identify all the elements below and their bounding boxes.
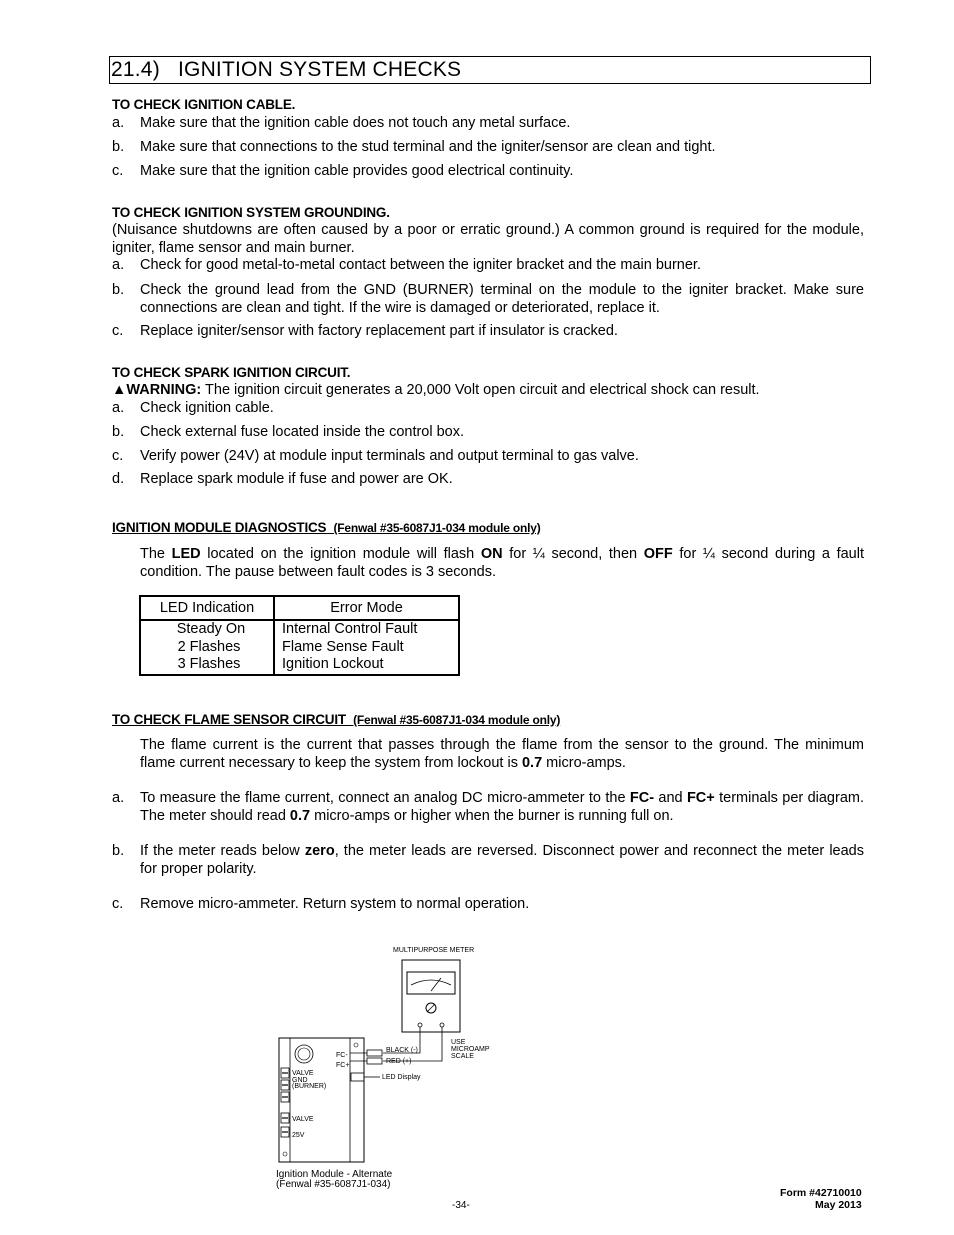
meter-body bbox=[402, 960, 460, 1032]
connector-fc-minus bbox=[367, 1050, 382, 1056]
item-label: c. bbox=[112, 323, 124, 339]
cable-heading: TO CHECK IGNITION CABLE. bbox=[112, 97, 296, 112]
p-led: LED bbox=[171, 546, 201, 562]
p-text: , the meter leads are reversed. Disconnect power and reconnect the meter leads for proper polarity. bbox=[140, 843, 864, 877]
item-label: b. bbox=[112, 424, 125, 440]
page-number: -34- bbox=[452, 1200, 470, 1211]
flame-heading-text: TO CHECK FLAME SENSOR CIRCUIT bbox=[112, 712, 346, 727]
p-text: and bbox=[654, 790, 687, 806]
p-text: The bbox=[140, 546, 172, 562]
v25-label: 25V bbox=[292, 1132, 305, 1139]
warning-label: ▲WARNING: bbox=[112, 382, 202, 398]
p-text: The flame current is the current that passes through the flame from the sensor to the ground. The minimum flame current necessary to keep the system from lockout is bbox=[140, 737, 864, 771]
item-label: b. bbox=[112, 282, 125, 298]
meter-arc bbox=[411, 980, 451, 985]
form-number: Form #42710010 bbox=[780, 1187, 862, 1199]
p-zero: zero bbox=[304, 843, 335, 859]
led-display-label: LED Display bbox=[382, 1074, 421, 1081]
p-text: terminals per diagram. The meter should read bbox=[140, 790, 865, 824]
item-label: a. bbox=[112, 790, 125, 806]
table-cell: 3 Flashes bbox=[177, 656, 241, 672]
item-label: c. bbox=[112, 896, 124, 912]
item-text: Check ignition cable. bbox=[140, 400, 274, 416]
diagnostics-subheading: (Fenwal #35-6087J1-034 module only) bbox=[333, 521, 541, 535]
table-cell: Steady On bbox=[176, 621, 246, 637]
item-text: Verify power (24V) at module input terminals and output terminal to gas valve. bbox=[140, 448, 639, 464]
table-cell: Flame Sense Fault bbox=[282, 639, 404, 655]
use-scale-1: USE bbox=[451, 1039, 466, 1046]
item-text: Replace spark module if fuse and power are OK. bbox=[140, 471, 453, 487]
p-fc-plus: FC+ bbox=[686, 790, 715, 806]
p-value: 0.7 bbox=[289, 807, 311, 824]
p-text: located on the ignition module will flash bbox=[200, 546, 481, 562]
diagnostics-heading-text: IGNITION MODULE DIAGNOSTICS bbox=[112, 520, 327, 535]
item-label: c. bbox=[112, 163, 124, 179]
p-off: OFF bbox=[643, 546, 673, 562]
table-header-mode: Error Mode bbox=[330, 600, 403, 616]
p-on: ON bbox=[480, 546, 503, 562]
flame-subheading: (Fenwal #35-6087J1-034 module only) bbox=[353, 713, 561, 727]
item-text: Make sure that connections to the stud terminal and the igniter/sensor are clean and tight. bbox=[140, 139, 716, 155]
ignition-module bbox=[279, 1038, 364, 1162]
use-scale-3: SCALE bbox=[451, 1053, 474, 1060]
item-label: a. bbox=[112, 257, 125, 273]
grounding-heading: TO CHECK IGNITION SYSTEM GROUNDING. bbox=[112, 205, 390, 220]
item-text: Make sure that the ignition cable provides good electrical continuity. bbox=[140, 163, 574, 179]
section-title-text: IGNITION SYSTEM CHECKS bbox=[178, 58, 462, 81]
table-cell: Internal Control Fault bbox=[282, 621, 418, 637]
item-text: Check for good metal-to-metal contact between the igniter bracket and the main burner. bbox=[140, 257, 701, 273]
item-label: b. bbox=[112, 139, 125, 155]
led-display-box bbox=[351, 1073, 364, 1081]
p-text: micro-amps or higher when the burner is running full on. bbox=[310, 807, 674, 824]
item-label: c. bbox=[112, 448, 124, 464]
warning-text: The ignition circuit generates a 20,000 Volt open circuit and electrical shock can result. bbox=[201, 382, 760, 398]
valve-label-1: VALVE bbox=[292, 1070, 314, 1077]
meter-terminal-black bbox=[418, 1023, 422, 1027]
fc-minus-label: FC- bbox=[336, 1052, 348, 1059]
section-paren: ) bbox=[152, 58, 160, 81]
p-text: for ¼ second, then bbox=[502, 546, 644, 562]
wire-red-label: RED (+) bbox=[386, 1058, 412, 1065]
table-cell: 2 Flashes bbox=[177, 639, 241, 655]
item-text: Check external fuse located inside the control box. bbox=[140, 424, 465, 440]
item-label: a. bbox=[112, 115, 125, 131]
p-text: for ¼ second during a fault condition. The pause between fault codes is 3 seconds. bbox=[140, 546, 864, 580]
connector-fc-plus bbox=[367, 1058, 382, 1064]
item-text: Make sure that the ignition cable does not touch any metal surface. bbox=[140, 115, 571, 131]
section-number: 21.4 bbox=[111, 58, 153, 81]
spark-heading: TO CHECK SPARK IGNITION CIRCUIT. bbox=[112, 365, 351, 380]
meter-label: MULTIPURPOSE METER bbox=[393, 947, 475, 954]
table-header-led: LED Indication bbox=[159, 600, 255, 616]
item-label: d. bbox=[112, 471, 125, 487]
p-text: micro-amps. bbox=[542, 754, 626, 771]
burner-label: (BURNER) bbox=[292, 1083, 327, 1090]
table-cell: Ignition Lockout bbox=[282, 656, 384, 672]
p-fc-minus: FC- bbox=[629, 790, 655, 806]
wire-black-label: BLACK (-) bbox=[386, 1047, 418, 1054]
item-text: Check the ground lead from the GND (BURNER) terminal on the module to the igniter bracket. Make sure connections are clean and tight. If the wire is damaged or deteriorated, replace it. bbox=[140, 282, 864, 316]
item-text: Remove micro-ammeter. Return system to normal operation. bbox=[140, 896, 530, 912]
diagram-caption-2: (Fenwal #35-6087J1-034) bbox=[276, 1179, 391, 1190]
p-text: If the meter reads below bbox=[140, 843, 305, 859]
item-label: b. bbox=[112, 843, 125, 859]
item-label: a. bbox=[112, 400, 125, 416]
form-date: May 2013 bbox=[815, 1199, 862, 1211]
p-value: 0.7 bbox=[521, 754, 543, 771]
grounding-intro: (Nuisance shutdowns are often caused by a poor or erratic ground.) A common ground is required for the module, igniter, flame sensor and main burner. bbox=[112, 222, 864, 256]
p-text: To measure the flame current, connect an analog DC micro-ammeter to the bbox=[140, 790, 630, 806]
gnd-label: GND bbox=[292, 1077, 308, 1084]
fc-plus-label: FC+ bbox=[336, 1062, 350, 1069]
item-text: Replace igniter/sensor with factory replacement part if insulator is cracked. bbox=[140, 323, 618, 339]
meter-terminal-red bbox=[440, 1023, 444, 1027]
valve-label-2: VALVE bbox=[292, 1116, 314, 1123]
use-scale-2: MICROAMP bbox=[451, 1046, 490, 1053]
diagram-caption-1: Ignition Module - Alternate bbox=[276, 1169, 393, 1180]
